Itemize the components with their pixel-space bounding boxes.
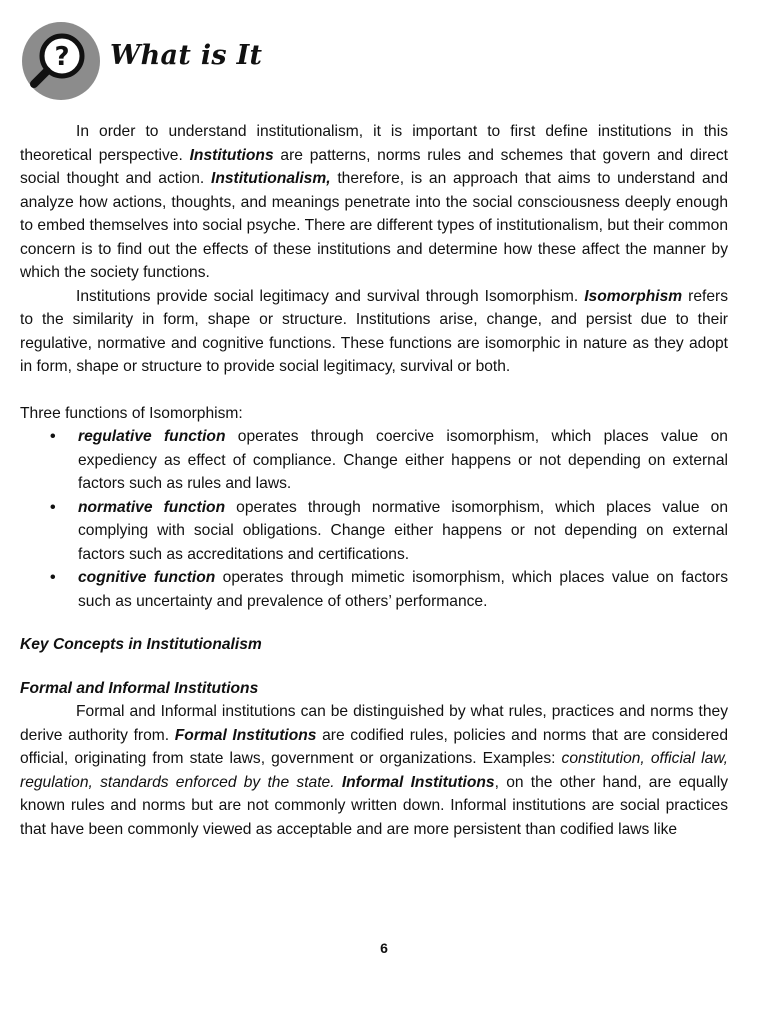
term-institutions: Institutions — [189, 146, 274, 164]
key-concepts-heading: Key Concepts in Institutionalism — [20, 636, 262, 653]
formal-informal-heading: Formal and Informal Institutions — [20, 679, 259, 697]
section-header — [22, 22, 422, 102]
svg-text:?: ? — [54, 42, 70, 72]
functions-list — [20, 425, 728, 613]
paragraph-isomorphism: Institutions provide social legitimacy and survival through Isomorphism. Isomorphism refers to the similarity in form, shape or structure. Institutions arise, change, and persist due to their regulative, normative and cognitive functions. These functions are isomorphic in nature as they adopt in form, shape or structure to provide social legitimacy, survival or both. — [20, 287, 728, 375]
list-item: • cognitive function operates through mimetic isomorphism, which places value on factors such as uncertainty and prevalence of others’ performance. — [78, 566, 728, 613]
term-formal-institutions: Formal Institutions — [174, 726, 317, 744]
page-number: 6 — [380, 940, 388, 956]
term-isomorphism: Isomorphism — [584, 287, 683, 305]
list-item: • normative function operates through normative isomorphism, which places value on complying with social obligations. Change either happens or not depending on external factors such as accreditations and certifications. — [78, 496, 728, 567]
magnifier-question-icon — [22, 22, 100, 100]
page-title: What is It — [110, 40, 263, 71]
paragraph-institutionalism: In order to understand institutionalism, it is important to first define institutions in this theoretical perspective. Institutions are patterns, norms rules and schemes that govern and direct social thought and action. Institutionalism, therefore, is an approach that aims to understand and analyze how actions, thoughts, and meanings penetrate into the social consciousness deeply enough to embed themselves into social psyche. There are different types of institutionalism, but their common concern is to find out the effects of these institutions and determine how these affect the manner by which the society functions. — [20, 123, 729, 281]
list-item: • regulative function operates through coercive isomorphism, which places value on expediency as effect of compliance. Change either happens or not depending on external factors such as rules and laws. — [78, 425, 728, 496]
paragraph-formal-informal: Formal and Informal institutions can be distinguished by what rules, practices and norms they derive authority from. Formal Institutions are codified rules, policies and norms that are considered official, originating from state laws, government or organizations. Examples: constitution, official law, regulation, standards enforced by the state. Informal Institutions, on the other hand, are equally known rules and norms but are not commonly written down. Informal institutions are social practices that have been commonly viewed as acceptable and are more persistent than codified laws like — [20, 703, 729, 838]
term-institutionalism: Institutionalism, — [211, 170, 331, 187]
functions-intro: Three functions of Isomorphism: — [20, 404, 243, 422]
document-body — [20, 120, 728, 841]
term-informal-institutions: Informal Institutions — [341, 773, 495, 791]
